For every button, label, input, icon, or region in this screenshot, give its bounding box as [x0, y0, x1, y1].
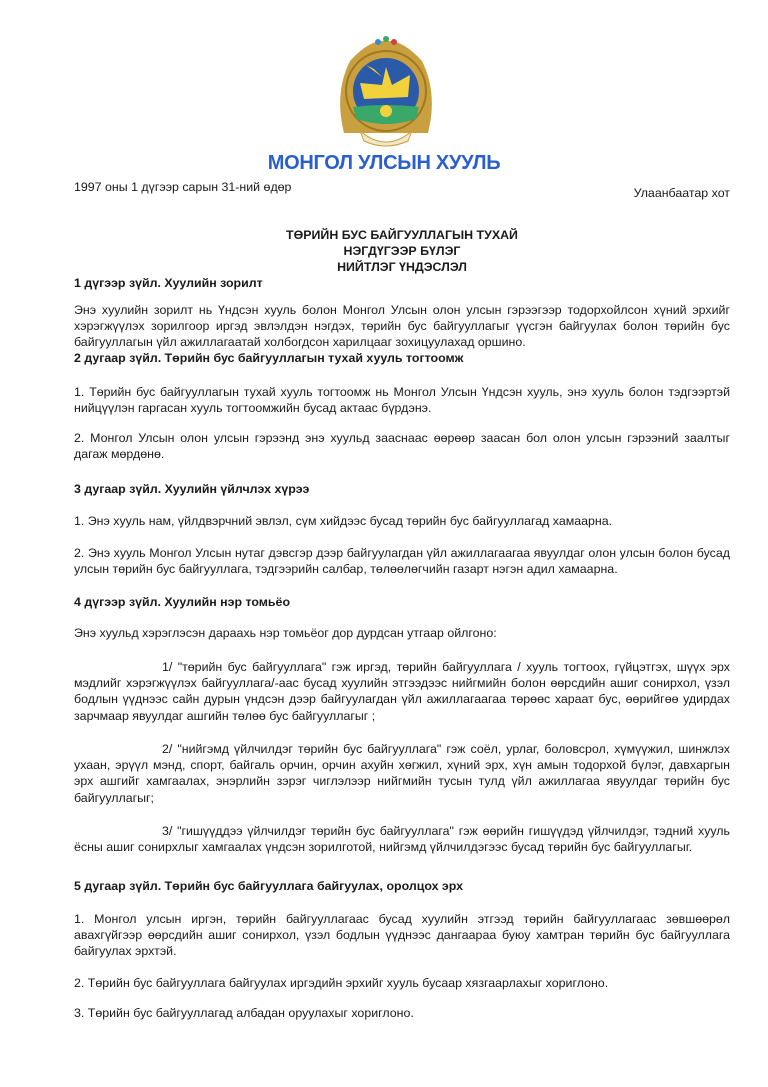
article-3-paragraph-1: 1. Энэ хууль нам, үйлдвэрчний эвлэл, сүм хийдээс бусад төрийн бус байгууллагад хамаарна.: [74, 514, 613, 528]
law-name-heading: ТӨРИЙН БУС БАЙГУУЛЛАГЫН ТУХАЙ: [286, 228, 518, 242]
article-3-heading: 3 дугаар зүйл. Хуулийн үйлчлэх хүрээ: [74, 482, 310, 496]
article-3-paragraph-2: 2. Энэ хууль Монгол Улсын нутаг дэвсгэр дээр байгуулагдан үйл ажиллагаагаа явуулдаг олон улсын болон бусад улсын төрийн бус байгууллага, тэдгээрийн салбар, төлөөлөгчийн газарт нэгэн адил хамаарна.: [74, 546, 730, 577]
document-title: МОНГОЛ УЛСЫН ХУУЛЬ: [267, 152, 501, 174]
article-4-heading: 4 дүгээр зүйл. Хуулийн нэр томьёо: [74, 595, 291, 609]
article-4-intro: Энэ хуульд хэрэглэсэн дараахь нэр томьёог дор дурдсан утгаар ойлгоно:: [74, 626, 497, 640]
article-5-heading: 5 дугаар зүйл. Төрийн бус байгууллага байгуулах, оролцох эрх: [74, 879, 464, 893]
chapter-title: НИЙТЛЭГ ҮНДЭСЛЭЛ: [337, 260, 467, 274]
chapter-heading: НЭГДҮГЭЭР БҮЛЭГ: [343, 244, 461, 258]
state-emblem-icon: [330, 33, 442, 153]
law-city: Улаанбаатар хот: [633, 186, 730, 200]
article-5-paragraph-2: 2. Төрийн бус байгууллага байгуулах иргэдийн эрхийг хууль бусаар хязгаарлахыг хориглоно.: [74, 976, 609, 990]
law-date: 1997 оны 1 дүгээр сарын 31-ний өдөр: [74, 180, 292, 194]
article-1-paragraph: Энэ хуулийн зорилт нь Үндсэн хууль болон Монгол Улсын олон улсын гэрээгээр тодорхойлсон хүний эрхийг хэрэгжүүлэх зорилгоор иргэд эвлэлдэн нэгдэх, төрийн бус байгууллагыг үүсгэн байгуулах болон төрийн бус байгууллагын үйл ажиллагаатай холбогдсон харилцааг зохицуулахад оршино.: [74, 303, 730, 350]
article-2-paragraph-1: 1. Төрийн бус байгууллагын тухай хууль тогтоомж нь Монгол Улсын Үндсэн хууль, энэ хууль болон тэдгээртэй нийцүүлэн гаргасан хууль тогтоомжийн бусад актаас бүрдэнэ.: [74, 385, 730, 416]
article-4-item-2: 2/ "нийгэмд үйлчилдэг төрийн бус байгууллага" гэж соёл, урлаг, боловсрол, хүмүүжил, шинжлэх ухаан, эрүүл мэнд, спорт, байгаль орчин, орчин ахуйн хөгжил, хүний эрх, хүн амын тодорхой бүлэг, давхаргын эрх ашгийг хамгаалах, энэрлийн зэрэг чиглэлээр нийгмийн тусын тулд үйл ажиллагаа явуулдаг төрийн бус байгууллагыг;: [74, 742, 730, 805]
article-1-heading: 1 дүгээр зүйл. Хуулийн зорилт: [74, 276, 263, 290]
article-4-item-1: 1/ "төрийн бус байгууллага" гэж иргэд, төрийн байгууллага / хууль тогтоох, гүйцэтгэх, шүүх эрх мэдлийг хэрэгжүүлэх байгууллага/-аас бусад хуулийн этгээдээс нийгмийн болон өөрсдийн ашиг сонирхол, үзэл бодлын үүднээс сайн дурын үндсэн дээр байгуулагдан үйл ажиллагаагаа төрөөс хараат бус, өөрийгөө удирдах зарчмаар явуулдаг ашгийн төлөө бус байгууллагыг ;: [74, 660, 730, 723]
article-2-heading: 2 дугаар зүйл. Төрийн бус байгууллагын тухай хууль тогтоомж: [74, 351, 464, 365]
article-5-paragraph-1: 1. Монгол улсын иргэн, төрийн байгууллагаас бусад хуулийн этгээд төрийн байгууллагаас зөвшөөрөл авахгүйгээр өөрсдийн ашиг сонирхол, үзэл бодлын үүднээс дангаараа буюу хамтран төрийн бус байгууллага байгуулах эрхтэй.: [74, 912, 730, 959]
article-2-paragraph-2: 2. Монгол Улсын олон улсын гэрээнд энэ хуульд зааснаас өөрөөр заасан бол олон улсын гэрээний заалтыг дагаж мөрдөнө.: [74, 431, 730, 462]
article-5-paragraph-3: 3. Төрийн бус байгууллагад албадан оруулахыг хориглоно.: [74, 1006, 414, 1020]
article-4-item-3: 3/ "гишүүддээ үйлчилдэг төрийн бус байгууллага" гэж өөрийн гишүүдэд үйлчилдэг, тэдний хууль ёсны ашиг сонирхлыг хамгаалах үндсэн зорилготой, нийгэмд үйлчилдэгээс бусад төрийн бус байгууллагыг.: [74, 824, 730, 855]
